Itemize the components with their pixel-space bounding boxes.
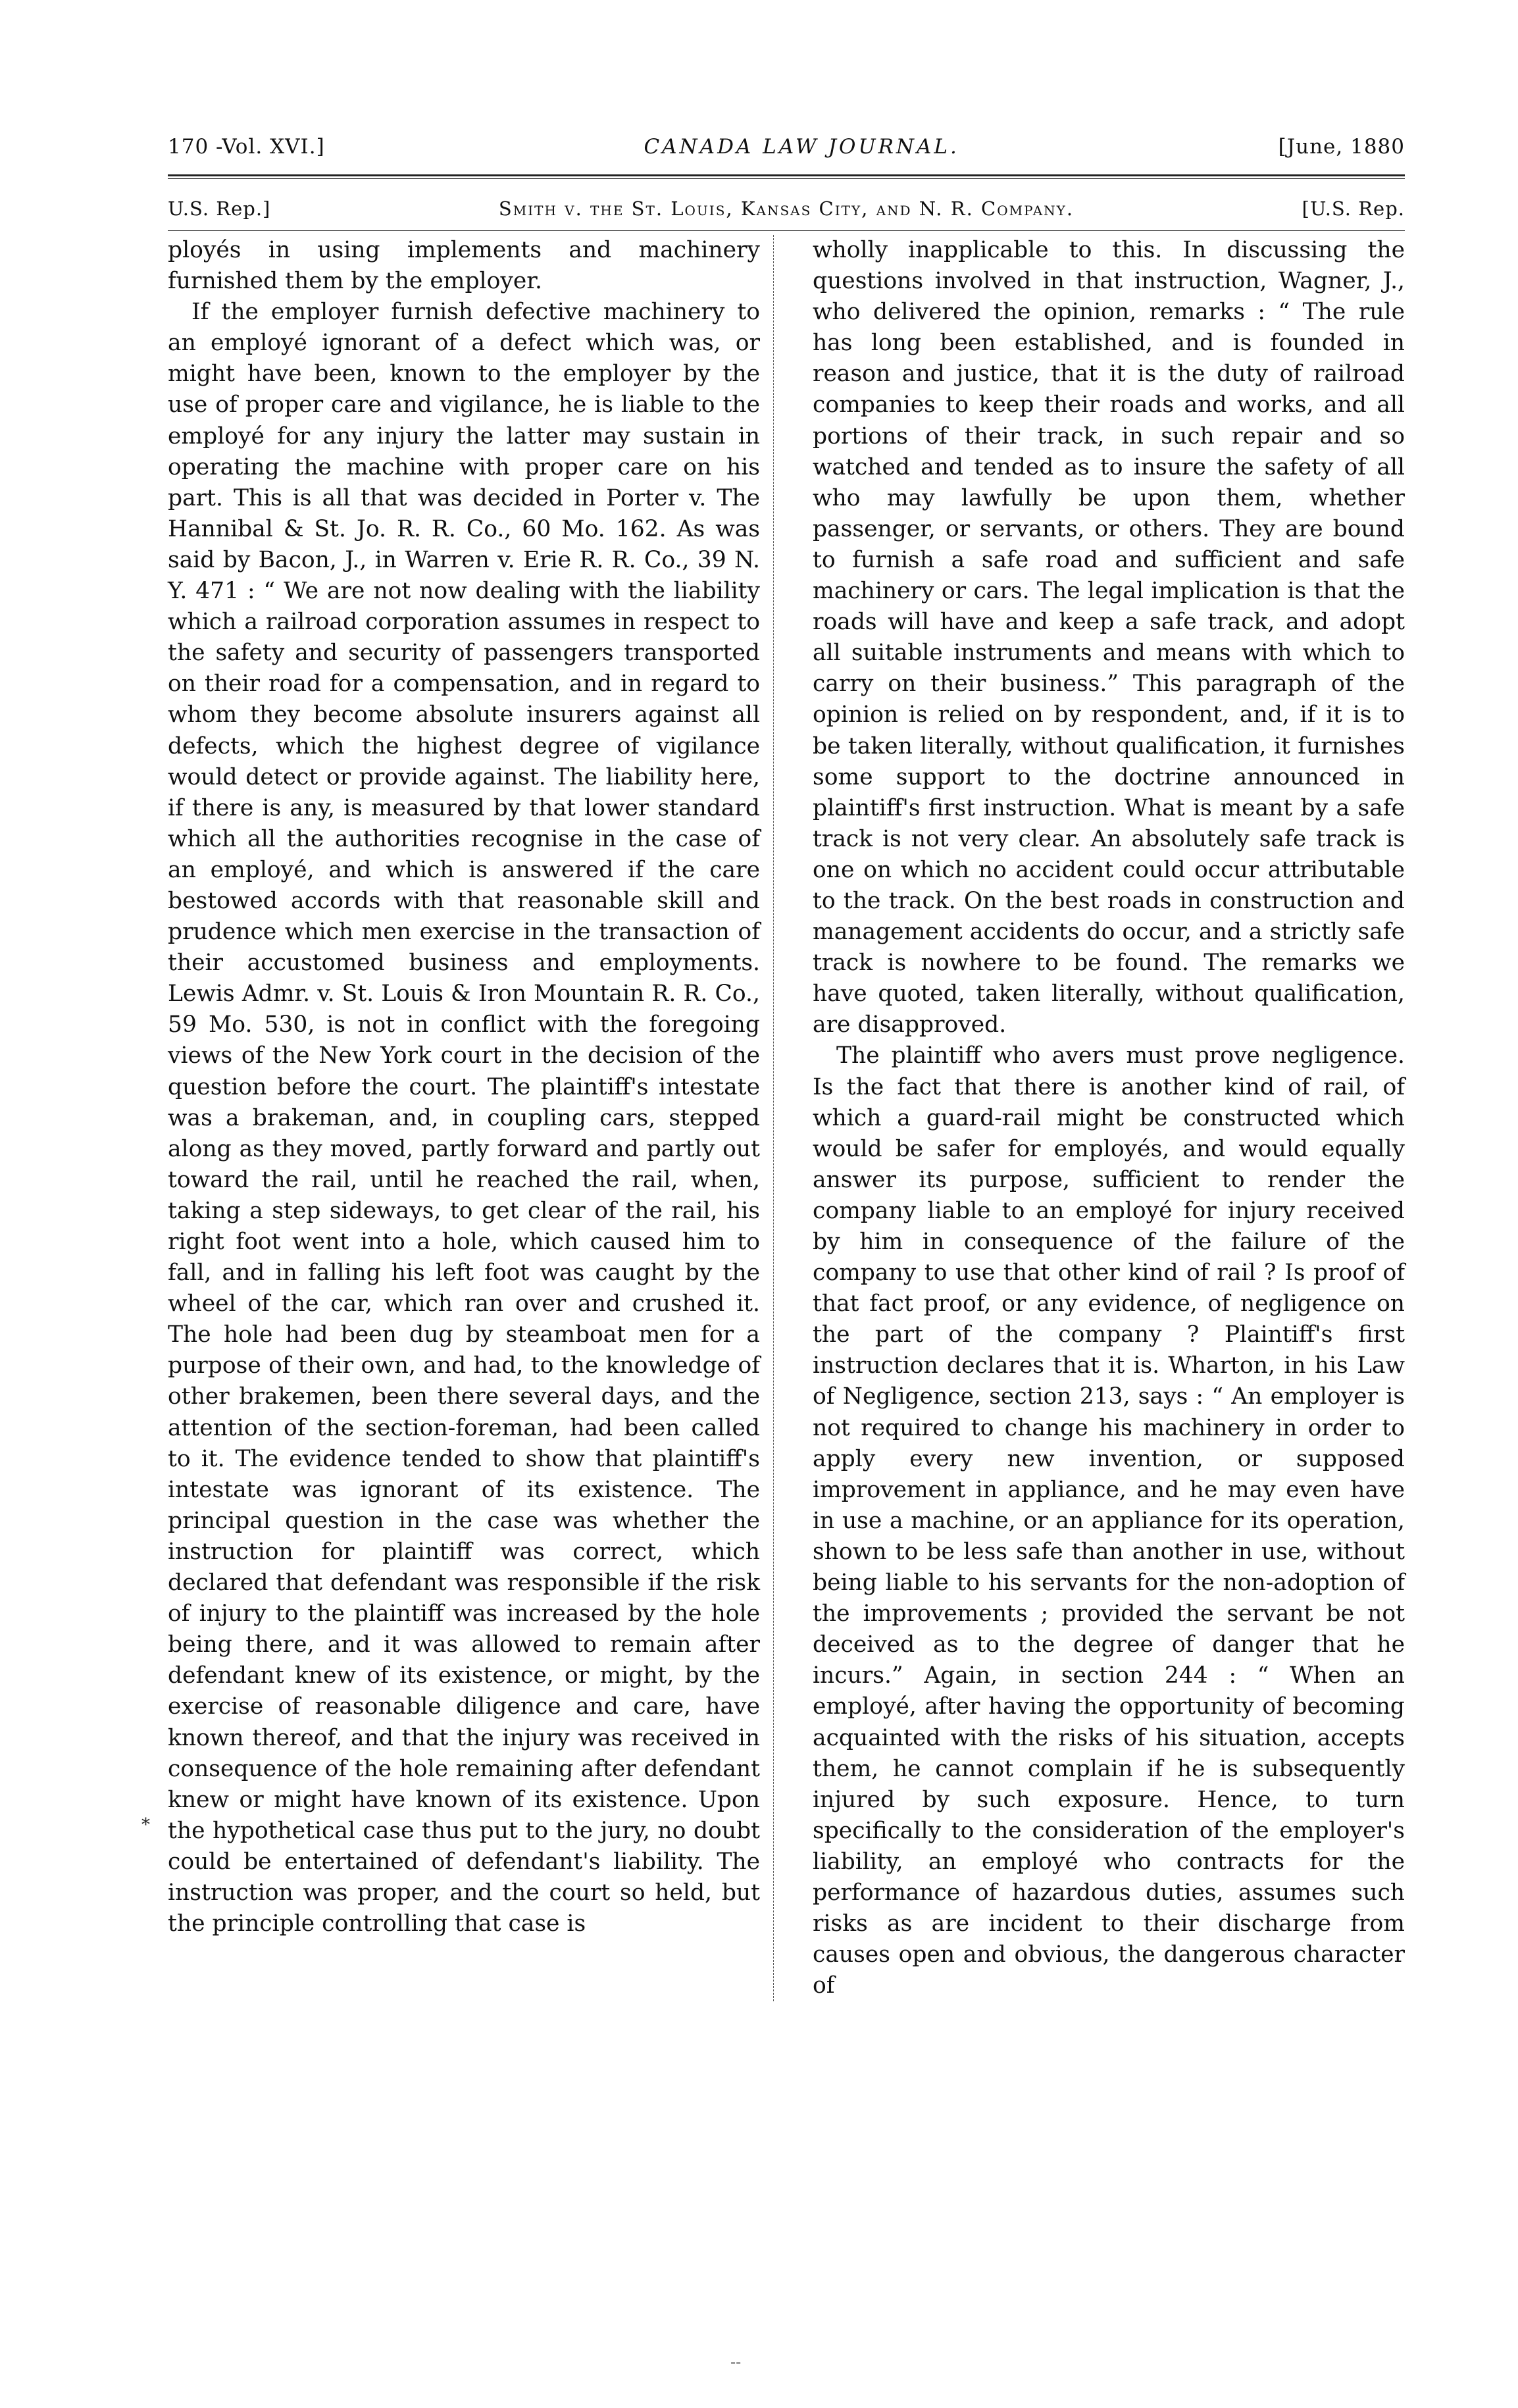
left-paragraph-2: If the employer furnish defective machinery to an employé ignorant of a defect which was, or might have been, known to the employer by the use of proper care and vigilance, he is liable to the employé for any injury the latter may sustain in operating the machine with proper care on his part. This is all that was decided in Porter v. The Hannibal & St. Jo. R. R. Co., 60 Mo. 162. As was said by Bacon, J., in Warren v. Erie R. R. Co., 39 N. Y. 471 : “ We are not now dealing with the liability which a railroad corporation assumes in respect to the safety and security of passengers transported on their road for a compensation, and in regard to whom they become absolute insurers against all defects, which the highest degree of vigilance would detect or provide against. The liability here, if there is any, is measured by that lower standard which all the authorities recognise in the case of an employé, and which is answered if the care bestowed accords with that reasonable skill and prudence which men exercise in the transaction of their accustomed business and employments. Lewis Admr. v. St. Louis & Iron Mountain R. R. Co., 59 Mo. 530, is not in conflict with the foregoing views of the New York court in the decision of the question before the court. The plaintiff's intestate was a brakeman, and, in coupling cars, stepped along as they moved, partly forward and partly out toward the rail, until he reached the rail, when, taking a step sideways, to get clear of the rail, his right foot went into a hole, which caused him to fall, and in falling his left foot was caught by the wheel of the car, which ran over and crushed it. The hole had been dug by steamboat men for a purpose of their own, and had, to the knowledge of other brakemen, been there several days, and the attention of the section-foreman, had been called to it. The evidence tended to show that plaintiff's intestate was ignorant of its existence. The principal question in the case was whether the instruction for plaintiff was correct, which declared that defendant was responsible if the risk of injury to the plaintiff was increased by the hole being there, and it was allowed to remain after defendant knew of its existence, or might, by the exercise of reasonable diligence and care, have known thereof, and that the injury was received in consequence of the hole remaining after defendant knew or might have known of its existence. Upon the hypothetical case thus put to the jury, no doubt could be entertained of defendant's liability. The instruction was proper, and the court so held, but the principle controlling that case is: [168, 299, 760, 1937]
left-paragraph-1: ployés in using implements and machinery furnished them by the employer.: [168, 237, 760, 295]
journal-title: CANADA LAW JOURNAL.: [644, 135, 959, 159]
reporter-left: U.S. Rep.]: [168, 197, 271, 220]
page: [168, 135, 1405, 2001]
page-number-volume: 170 -Vol. XVI.]: [168, 135, 325, 159]
right-paragraph-1: wholly inapplicable to this. In discussing the questions involved in that instruction, Wagner, J., who delivered the opinion, remarks : “ The rule has long been established, and is founded in reason and justice, that it is the duty of railroad companies to keep their roads and works, and all portions of their track, in such repair and so watched and tended as to insure the safety of all who may lawfully be upon them, whether passenger, or servants, or others. They are bound to furnish a safe road and sufficient and safe machinery or cars. The legal implication is that the roads will have and keep a safe track, and adopt all suitable instruments and means with which to carry on their business.” This paragraph of the opinion is relied on by respondent, and, if it is to be taken literally, without qualification, it furnishes some support to the doctrine announced in plaintiff's first instruction. What is meant by a safe track is not very clear. An absolutely safe track is one on which no accident could occur attributable to the track. On the best roads in construction and management accidents do occur, and a strictly safe track is nowhere to be found. The remarks we have quoted, taken literally, without qualification, are disapproved.: [813, 237, 1405, 1038]
case-title: Smith v. the St. Louis, Kansas City, and N. R. Company.: [498, 197, 1075, 220]
running-head: [168, 135, 1405, 173]
footer-mark: --: [730, 2353, 742, 2371]
body-columns: [168, 235, 1405, 2001]
case-head: [168, 197, 1405, 226]
case-head-rule: [168, 230, 1405, 231]
header-rule: [168, 174, 1405, 179]
right-paragraph-2: The plaintiff who avers must prove negligence. Is the fact that there is another kind of rail, of which a guard-rail might be constructed which would be safer for employés, and would equally answer its purpose, sufficient to render the company liable to an employé for injury received by him in consequence of the failure of the company to use that other kind of rail ? Is proof of that fact proof, or any evidence, of negligence on the part of the company ? Plaintiff's first instruction declares that it is. Wharton, in his Law of Negligence, section 213, says : “ An employer is not required to change his machinery in order to apply every new invention, or supposed improvement in appliance, and he may even have in use a machine, or an appliance for its operation, shown to be less safe than another in use, without being liable to his servants for the non-adoption of the improvements ; provided the servant be not deceived as to the degree of danger that he incurs.” Again, in section 244 : “ When an employé, after having the opportunity of becoming acquainted with the risks of his situation, accepts them, he cannot complain if he is subsequently injured by such exposure. Hence, to turn specifically to the consideration of the employer's liability, an employé who contracts for the performance of hazardous duties, assumes such risks as are incident to their discharge from causes open and obvious, the dangerous character of: [813, 1042, 1405, 1999]
left-column: [168, 235, 760, 2001]
reporter-right: [U.S. Rep.: [1302, 197, 1405, 220]
margin-mark: *: [141, 1815, 150, 1835]
right-column: [813, 235, 1405, 2001]
column-divider: [773, 235, 774, 2001]
issue-date: [June, 1880: [1278, 135, 1405, 159]
